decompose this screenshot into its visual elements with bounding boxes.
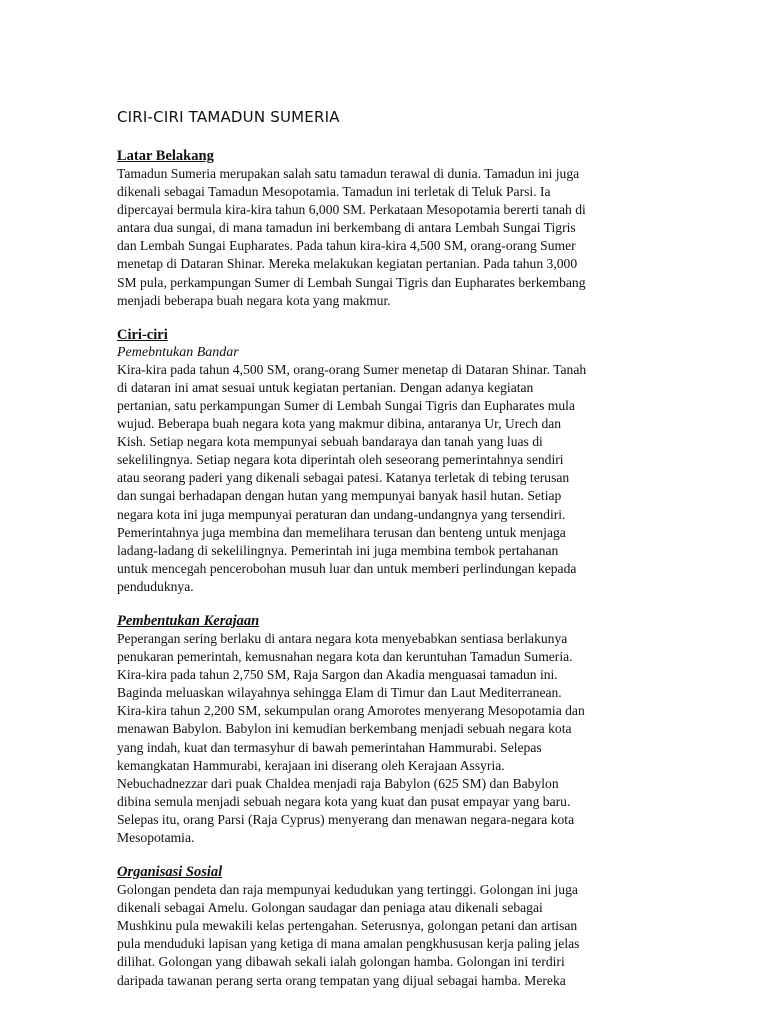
section-heading: Pembentukan Kerajaan (117, 612, 260, 629)
section-latar-belakang (117, 148, 657, 310)
section-body: Tamadun Sumeria merupakan salah satu tamadun terawal di dunia. Tamadun ini juga dikenali sebagai Tamadun Mesopotamia. Tamadun ini terletak di Teluk Parsi. Ia dipercayai bermula kira-kira tahun 6,000 SM. Perkataan Mesopotamia bererti tanah di antara dua sungai, di mana tamadun ini berkembang di antara Lembah Sungai Tigris dan Lembah Sungai Eupharates. Pada tahun kira-kira 4,500 SM, orang-orang Sumer menetap di Dataran Shinar. Mereka melakukan kegiatan pertanian. Pada tahun 3,000 SM pula, perkampungan Sumer di Lembah Sungai Tigris dan Eupharates berkembang menjadi beberapa buah negara kota yang makmur. (117, 166, 586, 308)
section-heading: Organisasi Sosial (117, 864, 223, 881)
section-pembentukan-kerajaan (117, 613, 657, 847)
section-heading: Ciri-ciri (117, 326, 168, 343)
section-body: Kira-kira pada tahun 4,500 SM, orang-orang Sumer menetap di Dataran Shinar. Tanah di dataran ini amat sesuai untuk kegiatan pertanian. Dengan adanya kegiatan pertanian, satu perkampungan Sumer di Lembah Sungai Tigris dan Eupharates mula wujud. Beberapa buah negara kota yang makmur dibina, antaranya Ur, Urech dan Kish. Setiap negara kota mempunyai sebuah bandaraya dan tanah yang luas di sekelilingnya. Setiap negara kota diperintah oleh seseorang pemerintahnya sendiri atau seorang paderi yang dikenali sebagai patesi. Katanya terletak di tebing terusan dan sungai berhadapan dengan hutan yang mempunyai banyak hasil hutan. Setiap negara kota ini juga mempunyai peraturan dan undang-undangnya yang tersendiri. Pemerintahnya juga membina dan memelihara terusan dan benteng untuk menjaga ladang-ladang di sekelilingnya. Pemerintah ini juga membina tembok pertahanan untuk mencegah pencerobohan musuh luar dan untuk memberi perlindungan kepada penduduknya. (117, 361, 587, 594)
document-title: CIRI-CIRI TAMADUN SUMERIA (117, 108, 340, 126)
section-ciri-ciri (117, 327, 657, 596)
section-body: Peperangan sering berlaku di antara negara kota menyebabkan sentiasa berlakunya penukaran pemerintah, kemusnahan negara kota dan keruntuhan Tamadun Sumeria. Kira-kira pada tahun 2,750 SM, Raja Sargon dan Akadia menguasai tamadun ini. Baginda meluaskan wilayahnya sehingga Elam di Timur dan Laut Mediterranean. Kira-kira tahun 2,200 SM, sekumpulan orang Amorotes menyerang Mesopotamia dan menawan Babylon. Babylon ini kemudian berkembang menjadi sebuah negara kota yang indah, kuat dan termasyhur di bawah pemerintahan Hammurabi. Selepas kemangkatan Hammurabi, kerajaan ini diserang oleh Kerajaan Assyria. Nebuchadnezzar dari puak Chaldea menjadi raja Babylon (625 SM) dan Babylon dibina semula menjadi sebuah negara kota yang kuat dan pusat empayar yang baru. Selepas itu, orang Parsi (Raja Cyprus) menyerang dan menawan negara-negara kota Mesopotamia. (117, 630, 585, 845)
section-body: Golongan pendeta dan raja mempunyai kedudukan yang tertinggi. Golongan ini juga dikenali sebagai Amelu. Golongan saudagar dan peniaga atau dikenali sebagai Mushkinu pula mewakili kelas pertengahan. Seterusnya, golongan petani dan artisan pula menduduki lapisan yang ketiga di mana amalan pengkhususan kerja paling jelas dilihat. Golongan yang dibawah sekali ialah golongan hamba. Golongan ini terdiri daripada tawanan perang serta orang tempatan yang dijual sebagai hamba. Mereka (117, 882, 580, 988)
section-organisasi-sosial (117, 864, 657, 990)
section-heading: Latar Belakang (117, 148, 214, 164)
document-content (117, 108, 657, 1007)
section-subheading: Pemebntukan Bandar (117, 344, 239, 360)
